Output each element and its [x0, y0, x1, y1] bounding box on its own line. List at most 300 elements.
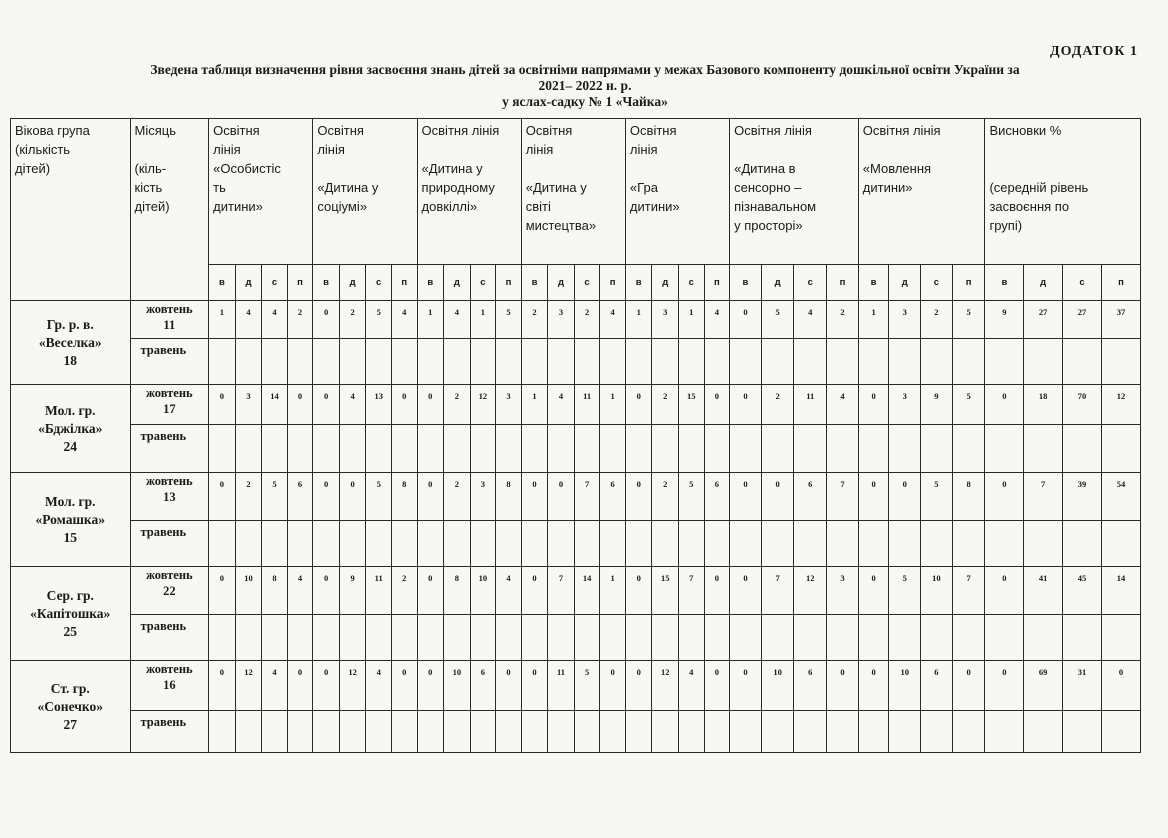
header-age-group: [11, 119, 131, 301]
value-cell: 0: [417, 385, 444, 425]
header-line-line: «Дитина у: [317, 180, 379, 195]
value-cell: 39: [1063, 473, 1102, 521]
empty-cell: [794, 425, 827, 473]
empty-cell: [730, 521, 762, 567]
empty-cell: [921, 339, 953, 385]
empty-cell: [391, 339, 417, 385]
empty-cell: [470, 615, 496, 661]
value-cell: 0: [209, 661, 236, 711]
empty-cell: [209, 615, 236, 661]
month-may: травень: [130, 339, 209, 385]
value-cell: 0: [730, 473, 762, 521]
value-cell: 69: [1024, 661, 1063, 711]
group-name-line: Сер. гр.: [46, 587, 94, 603]
empty-cell: [235, 339, 262, 385]
table-row: [11, 661, 1141, 711]
header-month-line: кість: [134, 180, 163, 195]
value-cell: 14: [262, 385, 288, 425]
empty-cell: [1024, 711, 1063, 753]
group-name-line: Ст. гр.: [50, 680, 90, 696]
level-header: д: [235, 265, 262, 301]
empty-cell: [952, 521, 985, 567]
value-cell: 2: [652, 473, 679, 521]
empty-cell: [287, 521, 313, 567]
empty-cell: [730, 425, 762, 473]
value-cell: 0: [704, 385, 730, 425]
empty-cell: [921, 521, 953, 567]
empty-cell: [985, 711, 1024, 753]
empty-cell: [889, 711, 921, 753]
month-may: травень: [130, 711, 209, 753]
header-line-line: Освітня: [317, 123, 364, 138]
group-name-line: 25: [63, 623, 77, 639]
level-header: п: [1101, 265, 1140, 301]
empty-cell: [679, 521, 705, 567]
empty-cell: [679, 425, 705, 473]
level-header: с: [794, 265, 827, 301]
value-cell: 1: [858, 301, 889, 339]
value-cell: 0: [313, 301, 340, 339]
value-cell: 6: [470, 661, 496, 711]
value-cell: 0: [827, 661, 859, 711]
level-header: п: [496, 265, 522, 301]
value-cell: 0: [391, 385, 417, 425]
value-cell: 4: [262, 301, 288, 339]
value-cell: 11: [366, 567, 392, 615]
empty-cell: [287, 425, 313, 473]
value-cell: 0: [313, 661, 340, 711]
empty-cell: [1024, 615, 1063, 661]
empty-cell: [827, 521, 859, 567]
table-row: [11, 301, 1141, 339]
empty-cell: [496, 521, 522, 567]
value-cell: 27: [1024, 301, 1063, 339]
month-october: [130, 473, 209, 521]
value-cell: 4: [704, 301, 730, 339]
value-cell: 0: [985, 385, 1024, 425]
empty-cell: [391, 521, 417, 567]
level-header: в: [858, 265, 889, 301]
value-cell: 0: [730, 661, 762, 711]
value-cell: 3: [470, 473, 496, 521]
value-cell: 9: [339, 567, 366, 615]
value-cell: 0: [985, 567, 1024, 615]
header-line-line: мистецтва»: [525, 218, 597, 233]
month-october: [130, 661, 209, 711]
empty-cell: [1063, 615, 1102, 661]
level-header: в: [730, 265, 762, 301]
value-cell: 5: [496, 301, 522, 339]
value-cell: 2: [574, 301, 600, 339]
header-line-line: Освітня лінія: [734, 123, 812, 138]
value-cell: 12: [339, 661, 366, 711]
empty-cell: [417, 711, 444, 753]
value-cell: 45: [1063, 567, 1102, 615]
value-cell: 4: [391, 301, 417, 339]
value-cell: 0: [858, 661, 889, 711]
value-cell: 4: [235, 301, 262, 339]
empty-cell: [209, 711, 236, 753]
empty-cell: [1063, 339, 1102, 385]
empty-cell: [339, 339, 366, 385]
value-cell: 0: [287, 661, 313, 711]
value-cell: 0: [548, 473, 575, 521]
empty-cell: [704, 339, 730, 385]
value-cell: 2: [761, 385, 794, 425]
empty-cell: [600, 615, 626, 661]
empty-cell: [921, 425, 953, 473]
empty-cell: [652, 711, 679, 753]
value-cell: 5: [366, 301, 392, 339]
group-name-line: «Сонечко»: [37, 698, 103, 714]
empty-cell: [313, 339, 340, 385]
month-october: [130, 567, 209, 615]
empty-cell: [652, 339, 679, 385]
empty-cell: [574, 521, 600, 567]
empty-cell: [889, 339, 921, 385]
header-age-group-line: (кількість: [15, 142, 71, 157]
empty-cell: [287, 711, 313, 753]
value-cell: 4: [794, 301, 827, 339]
empty-cell: [235, 521, 262, 567]
header-line-line: Освітня лінія: [862, 123, 941, 138]
header-line-5: [625, 119, 729, 265]
value-cell: 12: [652, 661, 679, 711]
value-cell: 0: [730, 567, 762, 615]
empty-cell: [391, 615, 417, 661]
value-cell: 0: [313, 567, 340, 615]
value-cell: 37: [1101, 301, 1140, 339]
value-cell: 2: [444, 473, 471, 521]
empty-cell: [313, 711, 340, 753]
value-cell: 7: [761, 567, 794, 615]
value-cell: 6: [704, 473, 730, 521]
empty-cell: [600, 521, 626, 567]
empty-cell: [470, 711, 496, 753]
value-cell: 10: [235, 567, 262, 615]
month-october-line: 11: [163, 318, 176, 332]
value-cell: 7: [679, 567, 705, 615]
empty-cell: [366, 425, 392, 473]
empty-cell: [704, 521, 730, 567]
empty-cell: [1063, 425, 1102, 473]
empty-cell: [921, 615, 953, 661]
level-header: с: [679, 265, 705, 301]
header-line-7: [858, 119, 985, 265]
empty-cell: [985, 615, 1024, 661]
level-header: д: [339, 265, 366, 301]
empty-cell: [496, 711, 522, 753]
value-cell: 12: [1101, 385, 1140, 425]
level-header: в: [985, 265, 1024, 301]
empty-cell: [339, 711, 366, 753]
group-name-line: Гр. р. в.: [46, 316, 94, 332]
value-cell: 5: [921, 473, 953, 521]
value-cell: 12: [470, 385, 496, 425]
month-october-line: жовтень: [146, 386, 193, 400]
header-line-line: Освітня: [213, 123, 260, 138]
empty-cell: [339, 425, 366, 473]
value-cell: 2: [827, 301, 859, 339]
level-header: в: [313, 265, 340, 301]
level-header: в: [625, 265, 652, 301]
level-header: в: [521, 265, 548, 301]
empty-cell: [794, 339, 827, 385]
empty-cell: [262, 425, 288, 473]
level-header: д: [444, 265, 471, 301]
header-month-line: (кіль-: [134, 161, 167, 176]
empty-cell: [548, 339, 575, 385]
header-line-line: світі: [525, 199, 551, 214]
empty-cell: [827, 615, 859, 661]
level-header: д: [652, 265, 679, 301]
group-name: [11, 301, 131, 385]
value-cell: 0: [730, 301, 762, 339]
value-cell: 4: [366, 661, 392, 711]
empty-cell: [625, 711, 652, 753]
value-cell: 10: [889, 661, 921, 711]
value-cell: 9: [921, 385, 953, 425]
value-cell: 6: [921, 661, 953, 711]
table-row: [11, 615, 1141, 661]
value-cell: 0: [625, 661, 652, 711]
empty-cell: [625, 615, 652, 661]
level-header: п: [704, 265, 730, 301]
empty-cell: [985, 425, 1024, 473]
empty-cell: [1101, 425, 1140, 473]
value-cell: 9: [985, 301, 1024, 339]
value-cell: 3: [652, 301, 679, 339]
empty-cell: [574, 711, 600, 753]
empty-cell: [235, 711, 262, 753]
header-line-line: Висновки %: [989, 123, 1062, 138]
value-cell: 7: [574, 473, 600, 521]
empty-cell: [1101, 521, 1140, 567]
month-october-line: 16: [163, 678, 176, 692]
value-cell: 15: [679, 385, 705, 425]
empty-cell: [262, 339, 288, 385]
empty-cell: [921, 711, 953, 753]
header-line-line: соціумі»: [317, 199, 367, 214]
empty-cell: [470, 339, 496, 385]
group-name-line: 18: [63, 352, 77, 368]
value-cell: 6: [600, 473, 626, 521]
value-cell: 0: [704, 567, 730, 615]
empty-cell: [366, 339, 392, 385]
value-cell: 18: [1024, 385, 1063, 425]
value-cell: 5: [761, 301, 794, 339]
title-line-1: Зведена таблиця визначення рівня засвоєння знань дітей за освітніми напрямами у межах Базового компоненту дошкільної освіти України за: [150, 62, 1020, 77]
value-cell: 0: [391, 661, 417, 711]
header-line-line: засвоєння по: [989, 199, 1070, 214]
value-cell: 8: [952, 473, 985, 521]
level-header: с: [1063, 265, 1102, 301]
value-cell: 70: [1063, 385, 1102, 425]
group-name-line: Мол. гр.: [45, 402, 96, 418]
empty-cell: [262, 615, 288, 661]
table-row: [11, 567, 1141, 615]
empty-cell: [858, 615, 889, 661]
empty-cell: [761, 711, 794, 753]
empty-cell: [985, 339, 1024, 385]
month-october: [130, 301, 209, 339]
empty-cell: [262, 711, 288, 753]
empty-cell: [730, 711, 762, 753]
header-line-line: [989, 140, 1136, 159]
month-may: травень: [130, 425, 209, 473]
level-header: п: [600, 265, 626, 301]
value-cell: 2: [235, 473, 262, 521]
empty-cell: [574, 339, 600, 385]
value-cell: 0: [209, 385, 236, 425]
group-name-line: Мол. гр.: [45, 493, 96, 509]
empty-cell: [625, 521, 652, 567]
group-name: [11, 567, 131, 661]
header-line-line: у просторі»: [734, 218, 803, 233]
empty-cell: [794, 521, 827, 567]
value-cell: 3: [548, 301, 575, 339]
empty-cell: [262, 521, 288, 567]
group-name: [11, 661, 131, 753]
value-cell: 1: [600, 385, 626, 425]
group-name: [11, 385, 131, 473]
empty-cell: [889, 425, 921, 473]
header-line-line: (середній рівень: [989, 180, 1089, 195]
empty-cell: [548, 615, 575, 661]
month-october-line: жовтень: [146, 568, 193, 582]
empty-cell: [444, 425, 471, 473]
header-line-line: [317, 159, 412, 178]
empty-cell: [889, 521, 921, 567]
empty-cell: [235, 425, 262, 473]
header-line-line: «Особистіс: [213, 161, 281, 176]
group-name-line: «Ромашка»: [35, 511, 105, 527]
value-cell: 0: [985, 661, 1024, 711]
value-cell: 0: [521, 567, 548, 615]
value-cell: 6: [794, 661, 827, 711]
empty-cell: [366, 615, 392, 661]
level-header: п: [287, 265, 313, 301]
empty-cell: [496, 339, 522, 385]
table-row: [11, 339, 1141, 385]
value-cell: 3: [827, 567, 859, 615]
value-cell: 2: [521, 301, 548, 339]
header-line-line: лінія: [213, 142, 241, 157]
empty-cell: [313, 521, 340, 567]
month-october-line: жовтень: [146, 474, 193, 488]
empty-cell: [209, 425, 236, 473]
empty-cell: [417, 425, 444, 473]
appendix-label: ДОДАТОК 1: [1049, 44, 1138, 59]
empty-cell: [548, 711, 575, 753]
value-cell: 31: [1063, 661, 1102, 711]
header-age-group-line: дітей): [15, 161, 51, 176]
value-cell: 2: [391, 567, 417, 615]
value-cell: 27: [1063, 301, 1102, 339]
value-cell: 8: [444, 567, 471, 615]
level-header: д: [889, 265, 921, 301]
empty-cell: [652, 615, 679, 661]
level-header: с: [574, 265, 600, 301]
value-cell: 4: [600, 301, 626, 339]
header-line-line: «Мовлення: [862, 161, 932, 176]
level-header: с: [470, 265, 496, 301]
empty-cell: [827, 711, 859, 753]
title-line-2: 2021– 2022 н. р.: [538, 78, 632, 93]
group-name-line: «Веселка»: [38, 334, 102, 350]
value-cell: 8: [496, 473, 522, 521]
empty-cell: [548, 425, 575, 473]
empty-cell: [679, 615, 705, 661]
group-name-line: «Бджілка»: [38, 420, 103, 436]
header-line-line: «Дитина у: [525, 180, 587, 195]
level-header: в: [209, 265, 236, 301]
value-cell: 12: [235, 661, 262, 711]
empty-cell: [600, 711, 626, 753]
empty-cell: [1024, 521, 1063, 567]
header-line-line: дитини»: [862, 180, 913, 195]
empty-cell: [209, 521, 236, 567]
empty-cell: [417, 339, 444, 385]
empty-cell: [366, 711, 392, 753]
empty-cell: [444, 339, 471, 385]
header-line-6: [730, 119, 859, 265]
empty-cell: [313, 425, 340, 473]
empty-cell: [417, 521, 444, 567]
group-name-line: 15: [63, 529, 77, 545]
value-cell: 0: [704, 661, 730, 711]
header-line-line: лінія: [525, 142, 554, 157]
empty-cell: [794, 711, 827, 753]
value-cell: 0: [209, 567, 236, 615]
document-title: [20, 62, 1150, 110]
value-cell: 2: [921, 301, 953, 339]
value-cell: 0: [313, 473, 340, 521]
empty-cell: [625, 425, 652, 473]
header-line-line: [630, 159, 725, 178]
empty-cell: [827, 339, 859, 385]
value-cell: 0: [625, 473, 652, 521]
value-cell: 0: [287, 385, 313, 425]
header-conclusions: [985, 119, 1141, 265]
value-cell: 0: [730, 385, 762, 425]
value-cell: 0: [417, 567, 444, 615]
month-october-line: 17: [163, 402, 176, 416]
value-cell: 7: [548, 567, 575, 615]
empty-cell: [235, 615, 262, 661]
empty-cell: [287, 615, 313, 661]
empty-cell: [761, 521, 794, 567]
value-cell: 3: [889, 301, 921, 339]
value-cell: 10: [761, 661, 794, 711]
value-cell: 4: [262, 661, 288, 711]
month-may: травень: [130, 615, 209, 661]
empty-cell: [521, 425, 548, 473]
value-cell: 13: [366, 385, 392, 425]
level-header: п: [827, 265, 859, 301]
empty-cell: [444, 711, 471, 753]
value-cell: 4: [827, 385, 859, 425]
header-line-line: групі): [989, 218, 1023, 233]
header-month-line: дітей): [134, 199, 170, 214]
value-cell: 11: [548, 661, 575, 711]
header-line-line: природному: [421, 180, 495, 195]
header-line-line: лінія: [629, 142, 658, 157]
value-cell: 0: [858, 473, 889, 521]
level-header: д: [761, 265, 794, 301]
value-cell: 1: [600, 567, 626, 615]
empty-cell: [889, 615, 921, 661]
